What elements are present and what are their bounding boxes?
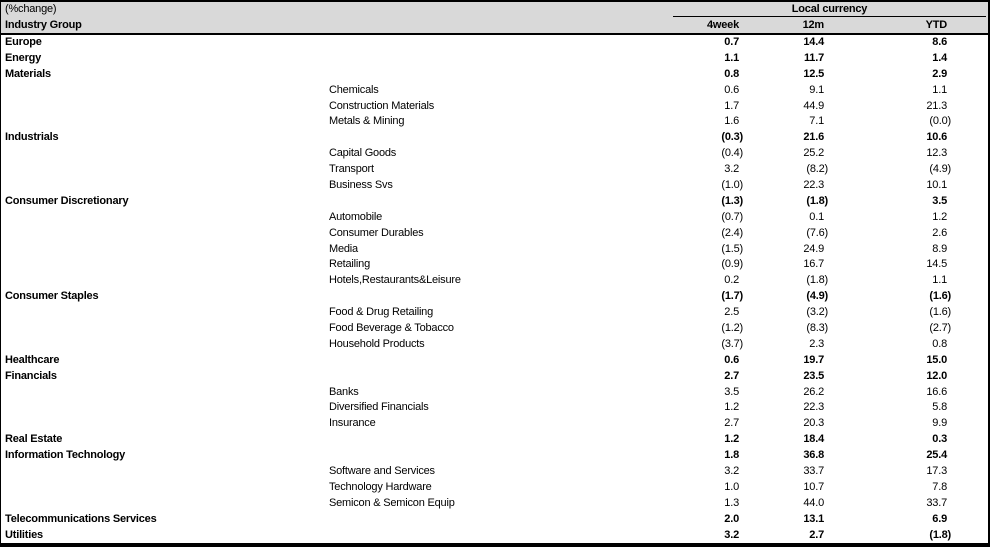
industry-subgroup-label: Food Beverage & Tobacco: [329, 322, 454, 335]
industry-group-label: [1, 400, 325, 416]
value-12m: 20.3: [803, 417, 824, 430]
industry-subgroup-label: Technology Hardware: [329, 480, 432, 493]
value-ytd: 16.6: [926, 385, 947, 398]
table-row: [1, 496, 988, 512]
table-row: [1, 480, 988, 496]
industry-subgroup-label: Semicon & Semicon Equip: [329, 496, 455, 509]
industry-group-label: [1, 321, 325, 337]
value-4week: (3.7): [721, 337, 743, 350]
value-4week: (1.7): [721, 290, 743, 303]
value-4week: 3.2: [724, 163, 739, 176]
value-12m: 23.5: [803, 369, 824, 382]
value-ytd: 25.4: [926, 449, 947, 462]
industry-subgroup-label: [325, 448, 661, 464]
value-12m: 11.7: [803, 51, 824, 64]
table-row: [1, 369, 988, 385]
value-4week: (0.9): [721, 258, 743, 271]
industry-subgroup-label: [325, 35, 661, 51]
industry-group-label: [1, 178, 325, 194]
value-4week: 0.6: [724, 353, 739, 366]
value-12m: 44.0: [803, 496, 824, 509]
value-ytd: 9.9: [932, 417, 947, 430]
table-row: [1, 242, 988, 258]
industry-group-label: [1, 146, 325, 162]
value-4week: 1.2: [724, 433, 739, 446]
industry-group-label: Telecommunications Services: [5, 512, 157, 525]
value-ytd: 8.9: [932, 242, 947, 255]
value-12m: 7.1: [809, 115, 824, 128]
value-12m: (8.2): [806, 163, 828, 176]
value-ytd: 1.4: [932, 51, 947, 64]
value-4week: 1.3: [724, 496, 739, 509]
industry-group-label: [1, 385, 325, 401]
table-row: [1, 257, 988, 273]
industry-group-label: Industrials: [5, 131, 59, 144]
value-ytd: (1.8): [929, 528, 951, 541]
value-ytd: 1.2: [932, 210, 947, 223]
industry-group-label: [1, 162, 325, 178]
industry-subgroup-label: Business Svs: [329, 179, 393, 192]
industry-group-header: Industry Group: [5, 19, 82, 31]
industry-subgroup-label: [325, 194, 661, 210]
industry-group-label: Utilities: [5, 528, 43, 541]
value-12m: 25.2: [803, 147, 824, 160]
value-ytd: 5.8: [932, 401, 947, 414]
table-row: [1, 51, 988, 67]
value-12m: 22.3: [803, 179, 824, 192]
industry-subgroup-label: Banks: [329, 385, 359, 398]
value-ytd: (0.0): [929, 115, 951, 128]
table-row: [1, 464, 988, 480]
value-4week: (0.7): [721, 210, 743, 223]
value-12m: 26.2: [803, 385, 824, 398]
value-4week: 1.2: [724, 401, 739, 414]
value-12m: 19.7: [803, 353, 824, 366]
value-ytd: 1.1: [932, 274, 947, 287]
value-12m: 14.4: [803, 36, 824, 48]
table-row: [1, 210, 988, 226]
value-ytd: 21.3: [926, 99, 947, 112]
industry-subgroup-label: [325, 353, 661, 369]
industry-subgroup-label: Diversified Financials: [329, 401, 429, 414]
value-4week: 3.5: [724, 385, 739, 398]
value-ytd: 10.6: [926, 131, 947, 144]
industry-subgroup-label: Construction Materials: [329, 99, 435, 112]
value-12m: (1.8): [806, 194, 828, 207]
value-12m: (8.3): [806, 322, 828, 335]
value-4week: 1.8: [724, 449, 739, 462]
table-row: [1, 337, 988, 353]
industry-group-label: [1, 305, 325, 321]
industry-group-label: [1, 257, 325, 273]
industry-group-label: Consumer Staples: [5, 290, 99, 303]
industry-subgroup-label: Software and Services: [329, 465, 435, 478]
value-ytd: 2.6: [932, 226, 947, 239]
value-ytd: 7.8: [932, 480, 947, 493]
table-row: [1, 178, 988, 194]
value-4week: (2.4): [721, 226, 743, 239]
industry-group-label: [1, 416, 325, 432]
industry-group-label: [1, 337, 325, 353]
table-row: [1, 130, 988, 146]
value-4week: 0.7: [724, 36, 739, 48]
column-header-ytd: YTD: [925, 19, 947, 31]
industry-subgroup-label: Consumer Durables: [329, 226, 424, 239]
value-4week: 1.1: [724, 51, 739, 64]
value-ytd: 3.5: [932, 194, 947, 207]
value-ytd: (1.6): [929, 306, 951, 319]
value-ytd: (1.6): [929, 290, 951, 303]
table-row: [1, 146, 988, 162]
value-4week: (1.0): [721, 179, 743, 192]
value-12m: 24.9: [803, 242, 824, 255]
value-12m: 21.6: [803, 131, 824, 144]
industry-subgroup-label: [325, 512, 661, 528]
industry-group-label: [1, 114, 325, 130]
value-4week: (1.3): [721, 194, 743, 207]
value-12m: 18.4: [803, 433, 824, 446]
industry-group-label: Materials: [5, 67, 51, 80]
table-row: [1, 385, 988, 401]
table-row: [1, 416, 988, 432]
table-row: [1, 162, 988, 178]
table-row: [1, 400, 988, 416]
industry-subgroup-label: [325, 130, 661, 146]
value-ytd: 0.8: [932, 337, 947, 350]
industry-subgroup-label: [325, 369, 661, 385]
local-currency-header: Local currency: [673, 2, 986, 17]
industry-subgroup-label: [325, 51, 661, 67]
industry-group-label: [1, 480, 325, 496]
industry-subgroup-label: Insurance: [329, 417, 376, 430]
value-12m: (7.6): [806, 226, 828, 239]
value-4week: 3.2: [724, 465, 739, 478]
industry-subgroup-label: Capital Goods: [329, 147, 397, 160]
industry-group-label: [1, 242, 325, 258]
value-4week: (1.5): [721, 242, 743, 255]
industry-group-label: Financials: [5, 369, 57, 382]
percent-change-label: (%change): [5, 3, 57, 15]
industry-group-label: Information Technology: [5, 449, 126, 462]
industry-group-label: Europe: [5, 36, 42, 48]
value-ytd: 17.3: [926, 465, 947, 478]
value-ytd: (4.9): [929, 163, 951, 176]
industry-subgroup-label: Transport: [329, 163, 374, 176]
value-ytd: 1.1: [932, 83, 947, 96]
industry-group-label: Consumer Discretionary: [5, 194, 129, 207]
table-row: [1, 194, 988, 210]
value-ytd: 15.0: [926, 353, 947, 366]
table-row: [1, 512, 988, 528]
value-4week: (0.4): [721, 147, 743, 160]
industry-group-label: [1, 464, 325, 480]
industry-group-label: Healthcare: [5, 353, 60, 366]
value-4week: 2.5: [724, 306, 739, 319]
value-4week: (0.3): [721, 131, 743, 144]
value-12m: 2.7: [809, 528, 824, 541]
table-row: [1, 528, 988, 544]
value-4week: 3.2: [724, 528, 739, 541]
value-12m: (1.8): [806, 274, 828, 287]
value-4week: 0.2: [724, 274, 739, 287]
table-row: [1, 305, 988, 321]
value-12m: 2.3: [809, 337, 824, 350]
value-12m: 16.7: [803, 258, 824, 271]
industry-group-label: [1, 226, 325, 242]
table-row: [1, 432, 988, 448]
value-12m: 12.5: [803, 67, 824, 80]
industry-group-label: Energy: [5, 51, 42, 64]
value-ytd: 0.3: [932, 433, 947, 446]
industry-subgroup-label: Media: [329, 242, 358, 255]
value-12m: (4.9): [806, 290, 828, 303]
table-body: [1, 35, 988, 544]
value-ytd: (2.7): [929, 322, 951, 335]
value-4week: 2.7: [724, 417, 739, 430]
value-ytd: 14.5: [926, 258, 947, 271]
industry-subgroup-label: Food & Drug Retailing: [329, 306, 434, 319]
table-row: [1, 114, 988, 130]
value-ytd: 6.9: [932, 512, 947, 525]
value-12m: 22.3: [803, 401, 824, 414]
table-row: [1, 321, 988, 337]
industry-group-label: [1, 210, 325, 226]
industry-group-label: [1, 99, 325, 115]
table-row: [1, 99, 988, 115]
value-12m: (3.2): [806, 306, 828, 319]
table-row: [1, 83, 988, 99]
table-header: [1, 2, 988, 35]
value-ytd: 12.3: [926, 147, 947, 160]
column-header-12m: 12m: [802, 19, 824, 31]
value-ytd: 33.7: [926, 496, 947, 509]
value-12m: 13.1: [803, 512, 824, 525]
value-4week: 2.7: [724, 369, 739, 382]
header-row-top: [1, 2, 988, 17]
value-4week: 2.0: [724, 512, 739, 525]
table-row: [1, 67, 988, 83]
value-ytd: 12.0: [926, 369, 947, 382]
value-ytd: 2.9: [932, 67, 947, 80]
table-row: [1, 35, 988, 51]
industry-subgroup-label: Chemicals: [329, 83, 379, 96]
value-12m: 9.1: [809, 83, 824, 96]
industry-group-label: Real Estate: [5, 433, 63, 446]
value-4week: 0.8: [724, 67, 739, 80]
value-12m: 0.1: [809, 210, 824, 223]
industry-subgroup-label: Automobile: [329, 210, 383, 223]
header-row-columns: [1, 17, 988, 33]
value-4week: 1.0: [724, 480, 739, 493]
industry-group-label: [1, 83, 325, 99]
value-4week: 1.7: [724, 99, 739, 112]
industry-group-label: [1, 496, 325, 512]
industry-subgroup-label: [325, 528, 661, 544]
value-12m: 33.7: [803, 465, 824, 478]
industry-subgroup-label: Household Products: [329, 337, 425, 350]
value-4week: 0.6: [724, 83, 739, 96]
value-ytd: 8.6: [932, 36, 947, 48]
industry-subgroup-label: [325, 432, 661, 448]
table-row: [1, 289, 988, 305]
industry-group-label: [1, 273, 325, 289]
industry-subgroup-label: [325, 289, 661, 305]
value-12m: 10.7: [803, 480, 824, 493]
industry-subgroup-label: [325, 67, 661, 83]
industry-subgroup-label: Retailing: [329, 258, 371, 271]
value-ytd: 10.1: [926, 179, 947, 192]
industry-subgroup-label: Hotels,Restaurants&Leisure: [329, 274, 461, 287]
industry-subgroup-label: Metals & Mining: [329, 115, 405, 128]
value-12m: 44.9: [803, 99, 824, 112]
column-header-4week: 4week: [706, 19, 739, 31]
value-4week: 1.6: [724, 115, 739, 128]
table-row: [1, 226, 988, 242]
value-12m: 36.8: [803, 449, 824, 462]
table-row: [1, 273, 988, 289]
table-row: [1, 353, 988, 369]
value-4week: (1.2): [721, 322, 743, 335]
table-row: [1, 448, 988, 464]
